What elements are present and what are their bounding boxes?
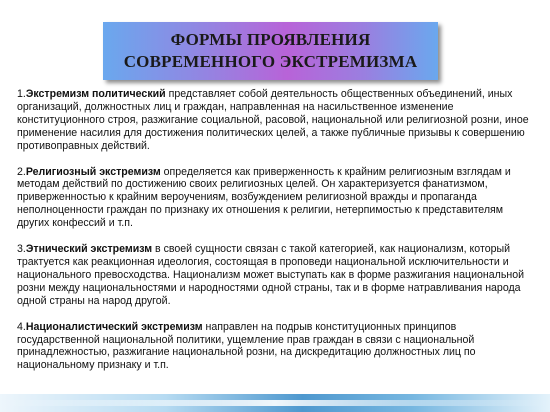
paragraph-religious-extremism: [17, 166, 537, 231]
paragraph-term: Националистический экстремизм: [25, 320, 203, 333]
paragraph-text: определяется как приверженность к крайним религиозным взглядам и методам действий по достижению своих религиозных целей. Он характеризуется фанатизмом, приверженностью к крайним вероучениям, возбуждением религиозной вражды и пропаганда неполноценности граждан по признаку их отношения к религии, нетерпимостью к представителям других конфессий и т.п.: [17, 165, 511, 230]
paragraph-term: Этнический экстремизм: [25, 243, 153, 256]
title-line-1: ФОРМЫ ПРОЯВЛЕНИЯ: [170, 30, 371, 49]
paragraph-ethnic-extremism: [17, 243, 537, 308]
decorative-bottom-glow: [0, 400, 550, 406]
title-banner: [103, 22, 438, 80]
paragraph-number: 4.: [17, 320, 26, 333]
paragraph-number: 2.: [17, 165, 26, 178]
paragraph-political-extremism: [17, 88, 537, 153]
paragraph-text: направлен на подрыв конституционных принципов государственной национальной политики, ущемление прав граждан в связи с национальной принадлежностью, разжигание национальной розни, на дискредитацию должностных лиц по национальному признаку и т.п.: [17, 320, 476, 372]
title-line-2: СОВРЕМЕННОГО ЭКСТРЕМИЗМА: [123, 52, 418, 71]
paragraph-text: представляет собой деятельность общественных объединений, иных организаций, должностных лиц и граждан, направленная на насильственное изменение конституционного строя, разжигание социальной, расовой, национальной или религиозной розни, иное применение насилия для достижения политических целей, а также публичные призывы к совершению противоправных действий.: [17, 88, 529, 152]
content-body: [17, 88, 537, 385]
paragraph-number: 1.: [17, 88, 26, 100]
paragraph-text: в своей сущности связан с такой категорией, как национализм, который трактуется как реакционная идеология, состоящая в проповеди национальной исключительности и национального превосходства. Национализм может выступать как в форме разжигания национальной розни между национальностями и народностями одной страны, так и в форме натравливания народа одной страны на народ другой.: [17, 243, 525, 307]
paragraph-term: Религиозный экстремизм: [25, 165, 161, 178]
paragraph-term: Экстремизм политический: [25, 88, 166, 100]
paragraph-nationalist-extremism: [17, 321, 537, 373]
paragraph-number: 3.: [17, 243, 26, 256]
